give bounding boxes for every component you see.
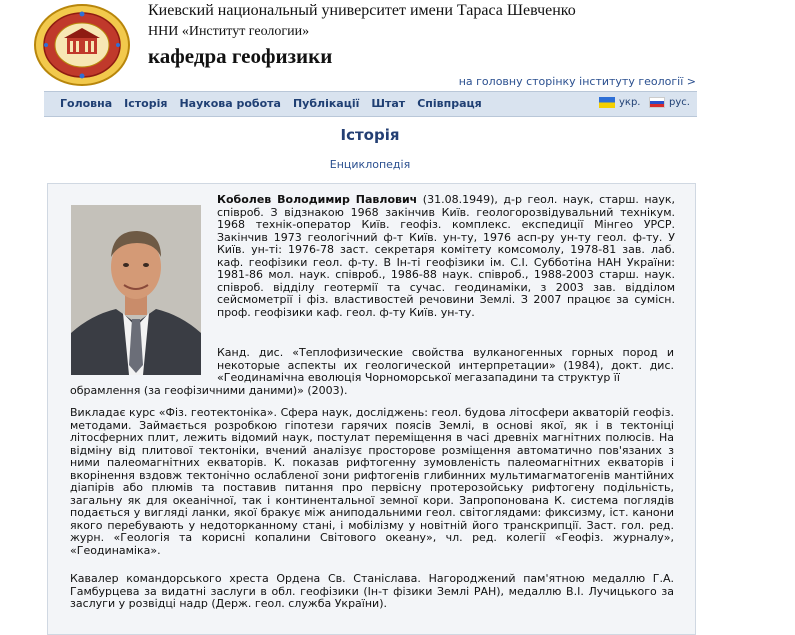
institute-name: ННИ «Институт геологии» — [148, 24, 310, 39]
nav-item-home[interactable]: Головна — [60, 97, 113, 110]
lang-ukrainian-label: укр. — [619, 97, 641, 108]
nav-menu — [60, 97, 482, 110]
main-navbar — [44, 91, 697, 117]
department-title: кафедра геофизики — [148, 44, 333, 68]
lang-russian-label: рус. — [669, 97, 690, 108]
bio-paragraph-2-text-a: Канд. дис. «Теплофизические свойства вулканогенных горных пород и некоторые аспекты их геологической интерпретации» (1984), докт. дис. «Геодинамічна еволюція Чорноморської мегазападини та структур її — [217, 346, 674, 384]
bio-paragraph-2-text-b: обрамлення (за геофізичними даними)» (2003). — [70, 383, 348, 397]
bio-paragraph-4: Кавалер командорського хреста Ордена Св. Станіслава. Нагороджений пам'ятною медаллю Г.А. Гамбурцева за видатні заслуги в обл. геофізики (Ін-т фізики Землі РАН), медаллю В.І. Лучицького за заслуги у розвідці надр (Держ. геол. служба України). — [70, 572, 674, 610]
nav-item-research[interactable]: Наукова робота — [179, 97, 281, 110]
nav-item-cooperation[interactable]: Співпраця — [417, 97, 482, 110]
nav-item-history[interactable]: Історія — [124, 97, 168, 110]
ukraine-flag-icon — [599, 97, 615, 108]
nav-item-staff[interactable]: Штат — [371, 97, 406, 110]
nav-item-publications[interactable]: Публікації — [292, 97, 360, 110]
person-name: Коболев Володимир Павлович — [217, 193, 418, 206]
russia-flag-icon — [649, 97, 665, 108]
institute-home-link[interactable]: на головну сторінку інституту геології > — [458, 75, 696, 88]
university-seal-icon — [33, 4, 131, 86]
bio-paragraph-1 — [217, 194, 675, 319]
article-card — [47, 183, 696, 635]
bio-paragraph-1-text: (31.08.1949), д-р геол. наук, старш. наук, співроб. З відзнакою 1968 закінчив Київ. геологорозвідувальний технікум. 1968 технік-оператор Київ. геофіз. комплекс. експедиції Мінгео УРСР. Закінчив 1973 геологічний ф-т Київ. ун-ту, 1976 асп-ру ун-ту геол. ф-ту. У Київ. ун-ті: 1976-78 заст. секретаря комітету комсомолу, 1978-81 зав. лаб. каф. геофізики геол. ф-ту. В Ін-ті геофізики ім. С.І. Субботіна НАН України: 1981-86 мол. наук. співроб., 1986-88 наук. співроб., 1988-2003 старш. наук. співроб. відділу геотермії та сучас. геодинаміки, з 2003 зав. відділом сейсмометрії і фіз. властивостей речовини Землі. З 2007 працює за сумісн. проф. геофізики каф. геол. ф-ту Київ. ун-ту. — [217, 193, 675, 319]
university-logo[interactable] — [33, 4, 131, 86]
encyclopedia-link[interactable]: Енциклопедія — [329, 158, 411, 171]
lang-russian-link[interactable] — [649, 97, 690, 108]
university-name: Киевский национальный университет имени Тараса Шевченко — [148, 2, 576, 19]
lang-ukrainian-link[interactable] — [599, 97, 640, 108]
bio-paragraph-3: Викладає курс «Фіз. геотектоніка». Сфера наук, досліджень: геол. будова літосфери акваторій геофіз. методами. Займається розробкою гіпотези гарячих поясів Землі, в основі якої, як і в тектоніці літосферних плит, лежить відомий наук, постулат переміщення в часі древніх магнітних полюсів. На відміну від плитової тектоніки, вчений аналізує просторове розміщення автоматично пов'язаних з ними палеомагнітних екваторів. К. показав рифтогенну зумовленість палеомагнітних екваторів і вкорінення вздовж тектонічно ослабленої зони рифтогенів глибинних мультимагматогенів мантійних діапірів або плюмів та поставив питання про первісну протерозойську рифтогену подільність, загальну як для океанічної, так і континентальної земної кори. Запропонована К. система поглядів подається у вигляді ланки, якої бракує між аниподальними геол. світоглядами: фиксизму, іст. канони якого перебувають у недоторканному стані, і мобілізму у новітній його транскрипції. Заст. гол. ред. журн. «Геологія та корисні копалини Світового океану», чл. ред. колегії «Геофіз. журналу», «Геодинаміка». — [70, 406, 674, 557]
bio-paragraph-2 — [70, 347, 674, 397]
page-title: Історія — [340, 126, 400, 144]
